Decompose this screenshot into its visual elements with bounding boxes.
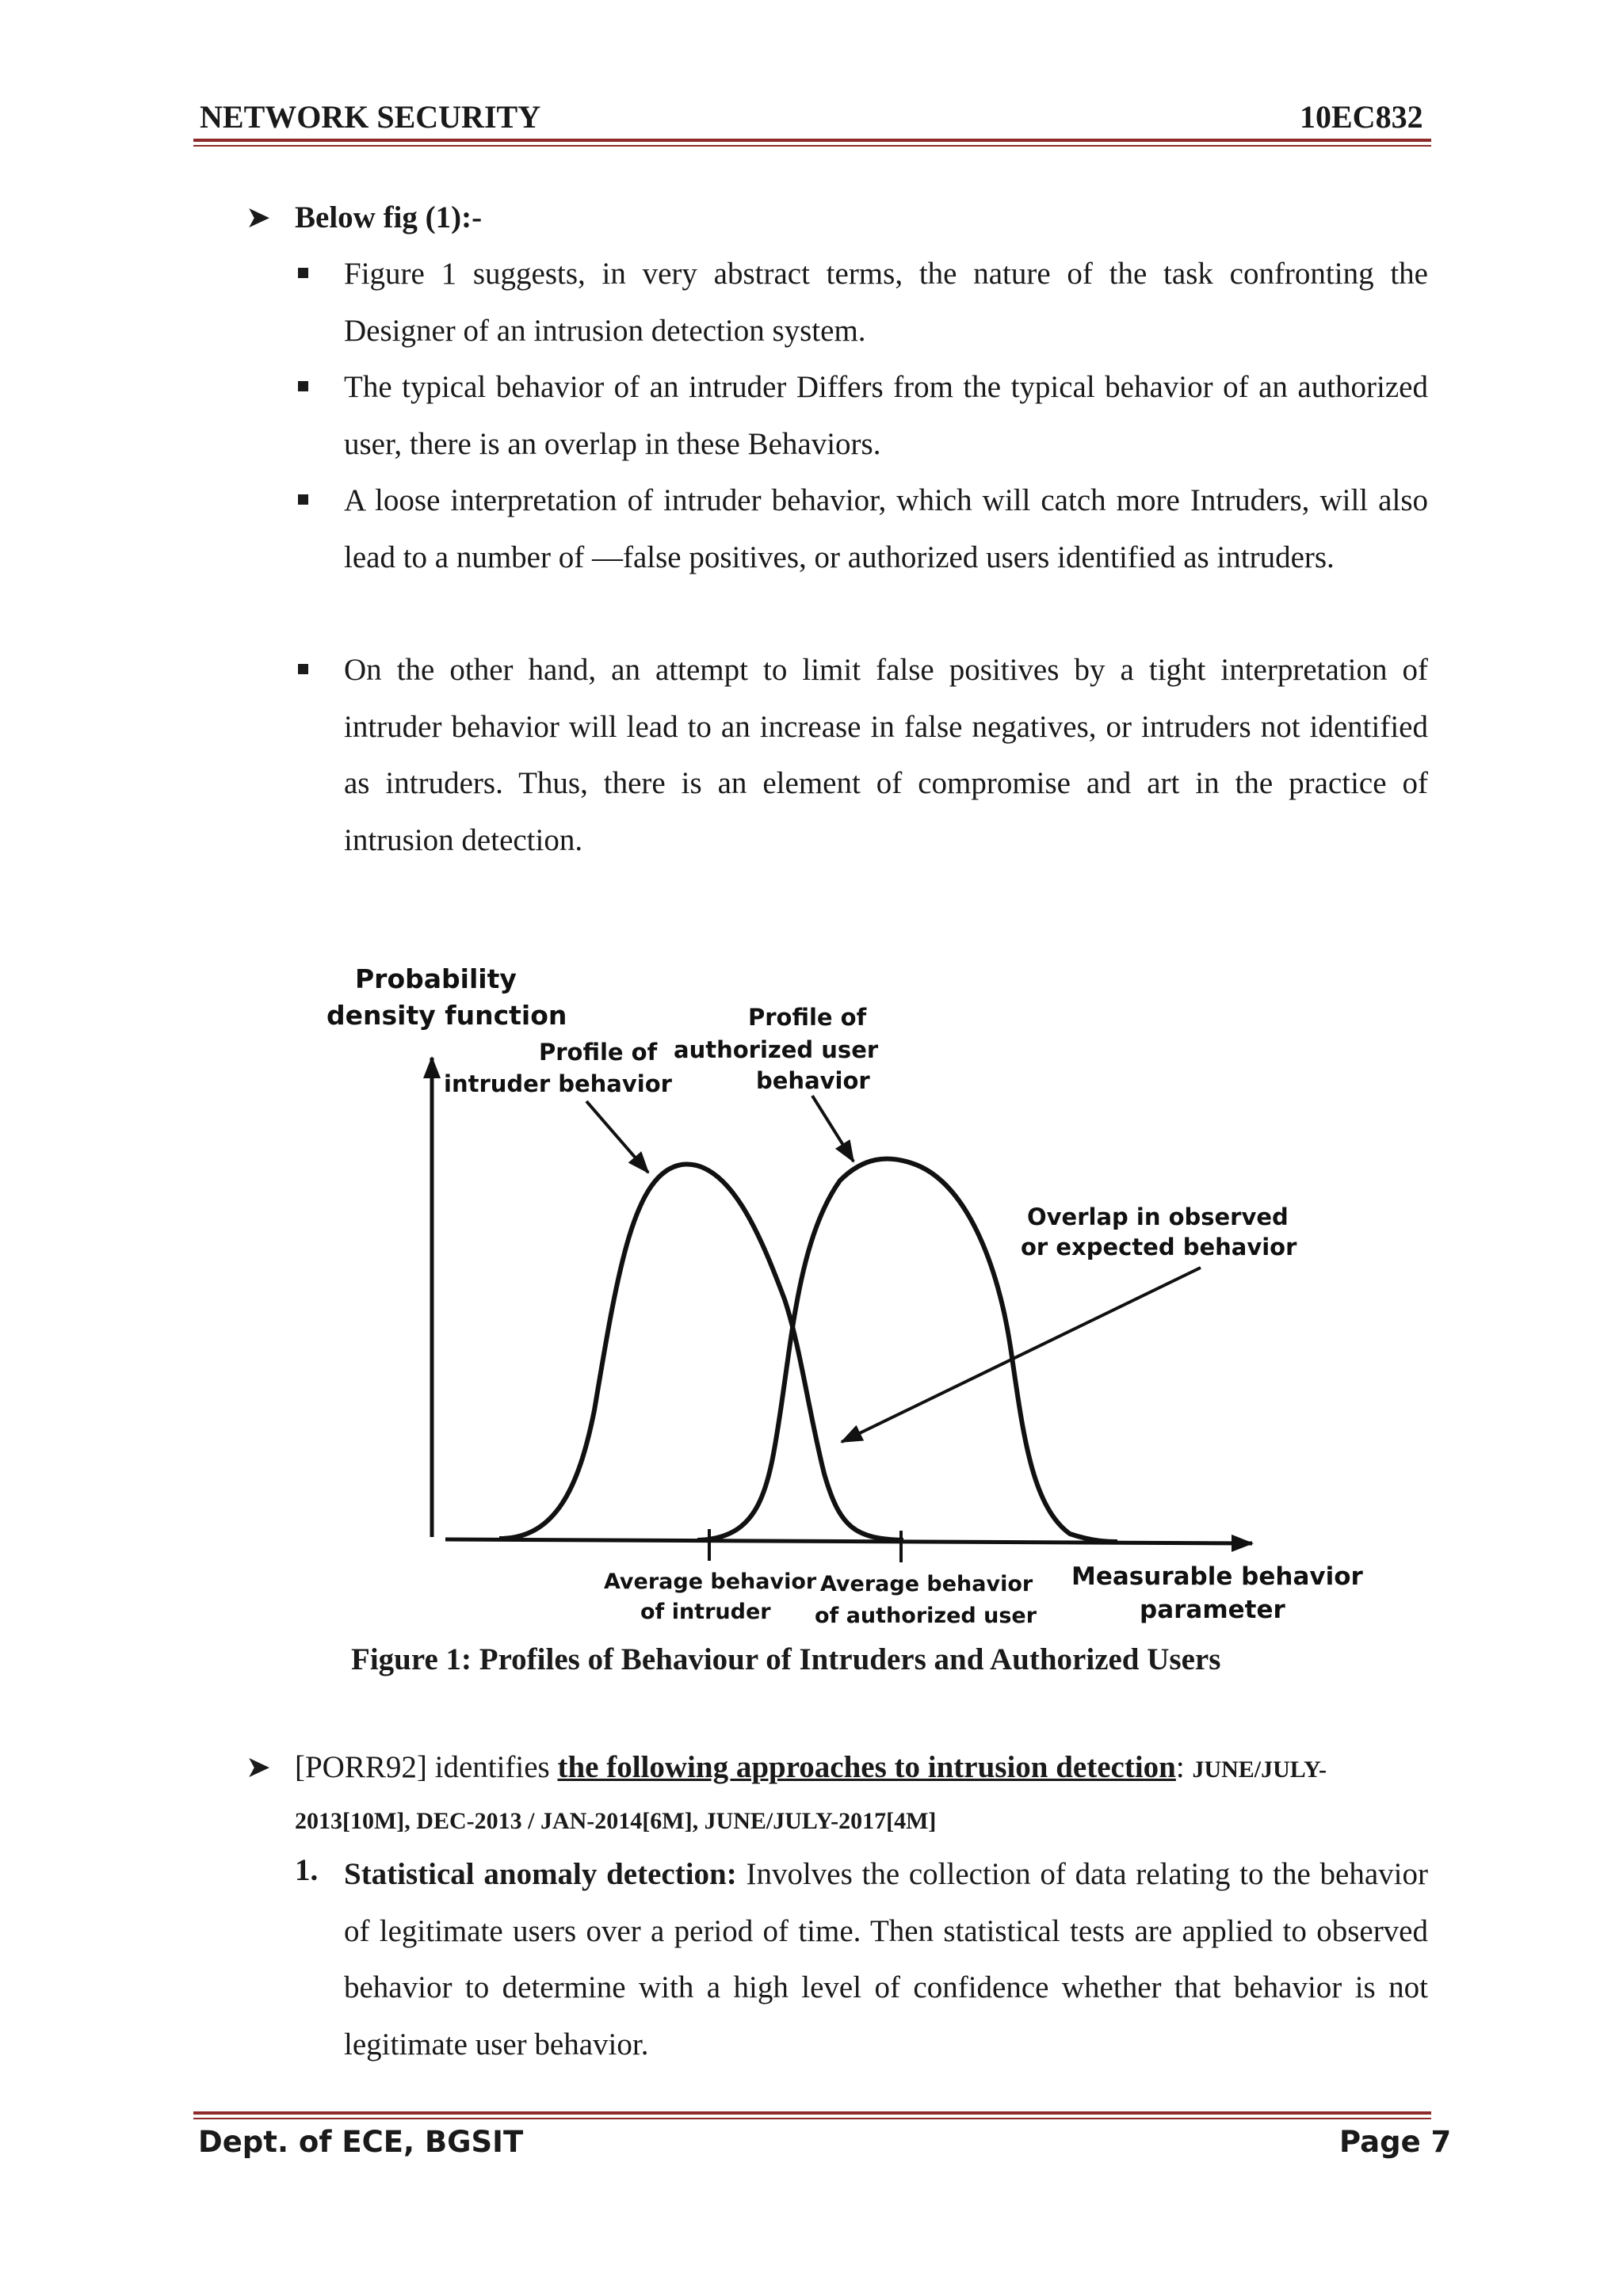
intro-colon: : <box>1175 1750 1193 1784</box>
footer-page: Page 7 <box>1339 2125 1452 2159</box>
bullet-text: Figure 1 suggests, in very abstract terms, the nature of the task confronting the Designer of an intrusion detection system. <box>344 257 1428 348</box>
bullet-text: On the other hand, an attempt to limit false positives by a tight interpretation of intruder behavior will lead to an increase in false negatives, or intruders not identified as intruders. Thus, there is an element of compromise and art in the practice of intrusion detection. <box>344 653 1428 857</box>
header-title: NETWORK SECURITY <box>200 99 541 135</box>
figure-caption: Figure 1: Profiles of Behaviour of Intruders and Authorized Users <box>351 1642 1221 1676</box>
avg-authorized-label: of authorized user <box>815 1604 1037 1628</box>
avg-authorized-label: Average behavior <box>820 1572 1033 1596</box>
item-paragraph <box>344 1846 1428 2073</box>
x-axis <box>445 1539 1252 1543</box>
arrow-bullet-icon: ➤ <box>246 1751 271 1784</box>
x-axis-label: Measurable behavior <box>1071 1562 1363 1591</box>
authorized-pointer <box>812 1096 854 1161</box>
exam-ref-2: 2013[10M], DEC-2013 / JAN-2014[6M], JUNE/JULY-2017[4M] <box>295 1808 937 1834</box>
bullet-text: The typical behavior of an intruder Differs from the typical behavior of an authorized user, there is an overlap in these Behaviors. <box>344 370 1428 461</box>
intruder-pointer <box>586 1101 648 1173</box>
item-text: Involves the collection of data relating to the behavior of legitimate users over a period of time. Then statistical tests are applied to observed behavior to determine with a high level of confidence whether that behavior is not legitimate user behavior. <box>344 1857 1429 2061</box>
y-axis-label: Probability <box>355 963 517 994</box>
approaches-intro <box>295 1749 1327 1785</box>
intro-underlined: the following approaches to intrusion detection <box>557 1750 1176 1784</box>
item-number: 1. <box>295 1853 319 1887</box>
footer-rule <box>193 2111 1431 2115</box>
footer-rule-thin <box>193 2118 1431 2119</box>
x-axis-label: parameter <box>1140 1596 1285 1624</box>
intruder-curve <box>499 1165 903 1540</box>
avg-intruder-label: of intruder <box>640 1600 771 1624</box>
header-code: 10EC832 <box>1300 99 1423 135</box>
arrow-bullet-icon: ➤ <box>246 201 271 235</box>
authorized-label: Profile of <box>748 1004 867 1031</box>
authorized-label: authorized user <box>674 1036 879 1063</box>
exam-ref-1: JUNE/JULY- <box>1192 1756 1327 1783</box>
intruder-label: Profile of <box>539 1039 658 1066</box>
footer-dept: Dept. of ECE, BGSIT <box>198 2125 524 2159</box>
y-axis-label: density function <box>327 1000 567 1031</box>
overlap-label: or expected behavior <box>1021 1234 1297 1261</box>
authorized-label: behavior <box>756 1067 870 1094</box>
section-heading: Below fig (1):- <box>295 200 483 235</box>
intro-prefix: [PORR92] identifies <box>295 1750 558 1784</box>
overlap-label: Overlap in observed <box>1027 1203 1289 1230</box>
bullet-text: A loose interpretation of intruder behavior, which will catch more Intruders, will also lead to a number of ―false positives, or authorized users identified as intruders. <box>344 483 1428 574</box>
intruder-label: intruder behavior <box>444 1070 672 1097</box>
avg-intruder-label: Average behavior <box>604 1569 817 1594</box>
item-title: Statistical anomaly detection: <box>344 1857 737 1891</box>
